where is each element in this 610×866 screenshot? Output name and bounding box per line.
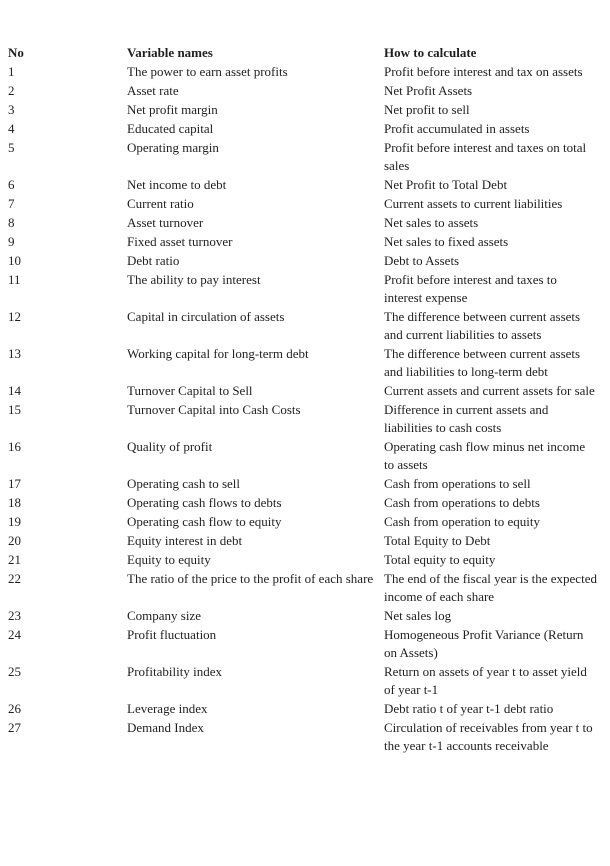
cell-how-to-calculate: Cash from operations to debts (384, 495, 540, 510)
cell-how-to-calculate: Net sales to assets (384, 215, 479, 230)
cell-how-to-calculate: Debt ratio t of year t-1 debt ratio (384, 701, 554, 716)
cell-no: 2 (8, 83, 15, 98)
cell-how-to-calculate: Circulation of receivables from year t to the year t-1 accounts receivable (384, 720, 593, 753)
table-row (8, 513, 604, 532)
table-row (8, 308, 604, 345)
table-row (8, 63, 604, 82)
cell-variable-name: Turnover Capital into Cash Costs (127, 402, 301, 417)
cell-how-to-calculate: The end of the fiscal year is the expected income of each share (384, 571, 597, 604)
cell-no: 19 (8, 514, 21, 529)
cell-no: 18 (8, 495, 21, 510)
cell-no: 26 (8, 701, 21, 716)
table-row (8, 139, 604, 176)
cell-how-to-calculate: The difference between current assets and liabilities to long-term debt (384, 346, 581, 379)
cell-variable-name: Operating cash flow to equity (127, 514, 282, 529)
cell-no: 15 (8, 402, 21, 417)
cell-variable-name: Working capital for long-term debt (127, 346, 309, 361)
cell-no: 24 (8, 627, 21, 642)
cell-no: 4 (8, 121, 15, 136)
cell-variable-name: Operating cash to sell (127, 476, 240, 491)
cell-variable-name: Operating margin (127, 140, 219, 155)
cell-variable-name: The ability to pay interest (127, 272, 261, 287)
cell-no: 5 (8, 140, 15, 155)
cell-how-to-calculate: Profit before interest and tax on assets (384, 64, 583, 79)
cell-how-to-calculate: Debt to Assets (384, 253, 460, 268)
cell-no: 20 (8, 533, 21, 548)
table-row (8, 570, 604, 607)
cell-no: 14 (8, 383, 21, 398)
cell-no: 13 (8, 346, 21, 361)
cell-how-to-calculate: Profit before interest and taxes to interest expense (384, 272, 557, 305)
cell-no: 1 (8, 64, 15, 79)
cell-variable-name: Educated capital (127, 121, 214, 136)
table-row (8, 382, 604, 401)
cell-variable-name: Profitability index (127, 664, 222, 679)
cell-how-to-calculate: Net Profit Assets (384, 83, 473, 98)
cell-variable-name: Asset turnover (127, 215, 204, 230)
table-body (8, 63, 604, 756)
cell-no: 12 (8, 309, 21, 324)
cell-no: 22 (8, 571, 21, 586)
header-how-to-calculate: How to calculate (384, 45, 477, 60)
cell-variable-name: Net profit margin (127, 102, 218, 117)
table-header-row (8, 44, 604, 63)
cell-how-to-calculate: The difference between current assets and current liabilities to assets (384, 309, 581, 342)
cell-variable-name: Company size (127, 608, 202, 623)
table-row (8, 532, 604, 551)
cell-variable-name: Current ratio (127, 196, 194, 211)
cell-variable-name: The power to earn asset profits (127, 64, 288, 79)
cell-no: 25 (8, 664, 21, 679)
cell-how-to-calculate: Net profit to sell (384, 102, 470, 117)
cell-how-to-calculate: Profit accumulated in assets (384, 121, 530, 136)
cell-no: 9 (8, 234, 15, 249)
cell-variable-name: Profit fluctuation (127, 627, 217, 642)
cell-variable-name: Operating cash flows to debts (127, 495, 282, 510)
cell-no: 21 (8, 552, 21, 567)
table-row (8, 82, 604, 101)
cell-variable-name: Net income to debt (127, 177, 227, 192)
table-row (8, 271, 604, 308)
cell-no: 10 (8, 253, 21, 268)
cell-no: 23 (8, 608, 21, 623)
table-row (8, 120, 604, 139)
table-row (8, 663, 604, 700)
cell-no: 17 (8, 476, 21, 491)
table-row (8, 252, 604, 271)
table-row (8, 700, 604, 719)
cell-no: 6 (8, 177, 15, 192)
cell-no: 27 (8, 720, 21, 735)
cell-variable-name: The ratio of the price to the profit of each share (127, 571, 374, 586)
cell-how-to-calculate: Difference in current assets and liabilities to cash costs (384, 402, 549, 435)
cell-variable-name: Quality of profit (127, 439, 213, 454)
header-no: No (8, 45, 24, 60)
cell-variable-name: Fixed asset turnover (127, 234, 233, 249)
variables-table (8, 44, 604, 756)
cell-variable-name: Asset rate (127, 83, 179, 98)
cell-how-to-calculate: Net Profit to Total Debt (384, 177, 508, 192)
cell-no: 7 (8, 196, 15, 211)
cell-how-to-calculate: Cash from operations to sell (384, 476, 531, 491)
table-row (8, 719, 604, 756)
cell-variable-name: Capital in circulation of assets (127, 309, 285, 324)
cell-no: 16 (8, 439, 21, 454)
cell-variable-name: Debt ratio (127, 253, 180, 268)
table-row (8, 176, 604, 195)
table-row (8, 551, 604, 570)
cell-variable-name: Equity interest in debt (127, 533, 243, 548)
cell-how-to-calculate: Operating cash flow minus net income to assets (384, 439, 586, 472)
table-row (8, 214, 604, 233)
table-row (8, 401, 604, 438)
table-row (8, 101, 604, 120)
cell-how-to-calculate: Cash from operation to equity (384, 514, 540, 529)
cell-variable-name: Leverage index (127, 701, 208, 716)
table-row (8, 494, 604, 513)
cell-how-to-calculate: Net sales log (384, 608, 452, 623)
cell-no: 8 (8, 215, 15, 230)
table-row (8, 233, 604, 252)
table-row (8, 345, 604, 382)
table-row (8, 475, 604, 494)
header-variable-names: Variable names (127, 45, 213, 60)
cell-how-to-calculate: Net sales to fixed assets (384, 234, 509, 249)
table-row (8, 195, 604, 214)
table-row (8, 438, 604, 475)
cell-how-to-calculate: Homogeneous Profit Variance (Return on Assets) (384, 627, 584, 660)
cell-how-to-calculate: Total Equity to Debt (384, 533, 491, 548)
cell-how-to-calculate: Current assets and current assets for sale (384, 383, 595, 398)
cell-variable-name: Demand Index (127, 720, 204, 735)
cell-how-to-calculate: Current assets to current liabilities (384, 196, 563, 211)
cell-variable-name: Turnover Capital to Sell (127, 383, 253, 398)
cell-how-to-calculate: Return on assets of year t to asset yield of year t-1 (384, 664, 587, 697)
cell-how-to-calculate: Profit before interest and taxes on total sales (384, 140, 587, 173)
cell-variable-name: Equity to equity (127, 552, 211, 567)
cell-how-to-calculate: Total equity to equity (384, 552, 496, 567)
cell-no: 11 (8, 272, 21, 287)
cell-no: 3 (8, 102, 15, 117)
table-row (8, 607, 604, 626)
table-row (8, 626, 604, 663)
